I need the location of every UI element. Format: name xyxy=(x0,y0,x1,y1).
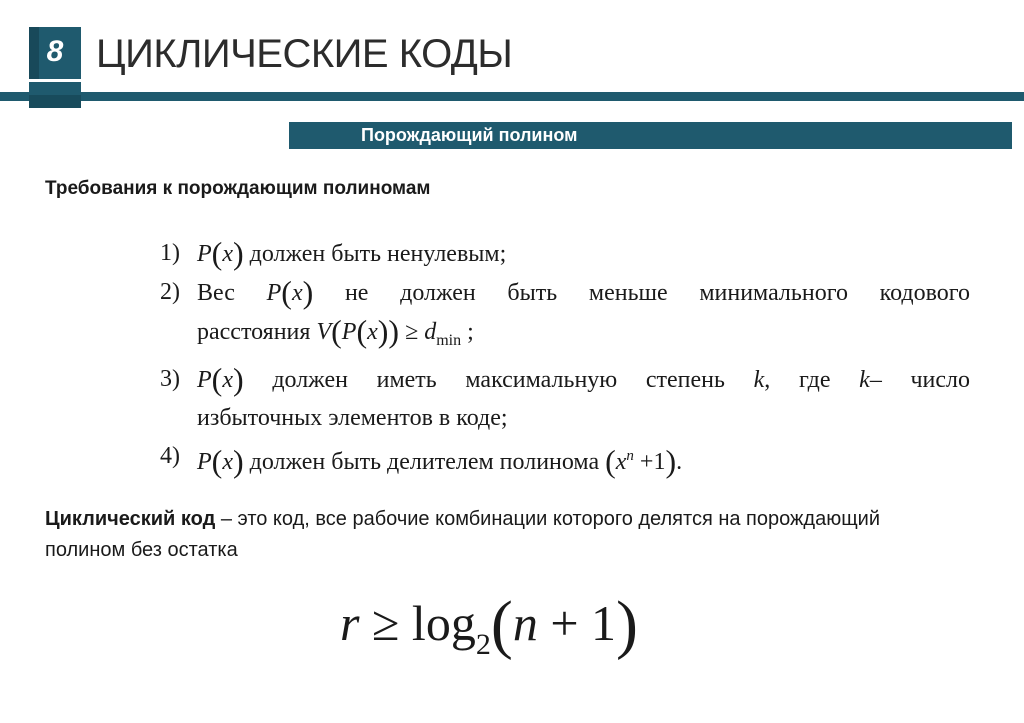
item-number: 2) xyxy=(160,279,180,305)
item-text-cont: расстояния xyxy=(197,319,311,345)
degree-symbol-2: k xyxy=(859,367,870,393)
item-number: 4) xyxy=(160,443,180,469)
item-text-end: ; xyxy=(467,319,474,345)
badge-tab xyxy=(29,82,81,108)
redundancy-formula: $r \ge \log_2(n + 1)$ xyxy=(340,588,638,661)
degree-symbol: k xyxy=(753,367,765,393)
formula-plus: + xyxy=(550,595,579,651)
definition-text: – это код, все рабочие комбинации которого делятся на порождающий полином без остатка xyxy=(45,508,880,561)
list-item xyxy=(160,234,970,273)
item-text: должен быть ненулевым; xyxy=(249,241,507,267)
divisor-polynomial: $(x^n +1)$. xyxy=(605,443,683,479)
header-bar xyxy=(0,92,1024,101)
polynomial-expression: P(x) xyxy=(197,443,244,479)
slide-number: 8 xyxy=(29,27,81,79)
polynomial-expression: P(x) xyxy=(197,361,244,397)
item-number: 3) xyxy=(160,366,180,392)
formula-log: log xyxy=(411,595,476,651)
item-text: не должен быть меньше минимального кодового xyxy=(344,280,971,306)
item-text-mid: , где xyxy=(764,367,831,393)
item-text-dash: – число xyxy=(869,367,971,393)
slide-subtitle: Порождающий полином xyxy=(361,125,578,145)
subtitle-bar xyxy=(289,122,1012,149)
weight-expression: $V(P(x)) \ge d_{min}$ xyxy=(316,313,462,349)
list-item xyxy=(160,360,970,437)
item-number: 1) xyxy=(160,240,180,266)
item-text: должен иметь максимальную степень xyxy=(272,367,725,393)
slide-title: ЦИКЛИЧЕСКИЕ КОДЫ xyxy=(96,32,513,76)
formula-one: 1 xyxy=(591,595,617,651)
polynomial-expression: P(x) xyxy=(197,235,244,271)
list-item xyxy=(160,273,970,360)
formula-log-base: 2 xyxy=(475,628,491,661)
definition-term: Циклический код xyxy=(45,508,216,530)
list-item xyxy=(160,437,970,481)
item-text: должен быть делителем полинома xyxy=(249,449,600,475)
item-prefix: Вес xyxy=(197,280,235,306)
requirements-list xyxy=(160,234,970,481)
requirements-heading: Требования к порождающим полиномам xyxy=(45,178,431,199)
item-text-cont: избыточных элементов в коде; xyxy=(197,405,508,431)
cyclic-code-definition xyxy=(45,504,945,566)
formula-r: r xyxy=(340,595,360,651)
formula-n: n xyxy=(512,595,538,651)
polynomial-expression: P(x) xyxy=(266,274,314,310)
formula-ge: ≥ xyxy=(371,595,400,651)
